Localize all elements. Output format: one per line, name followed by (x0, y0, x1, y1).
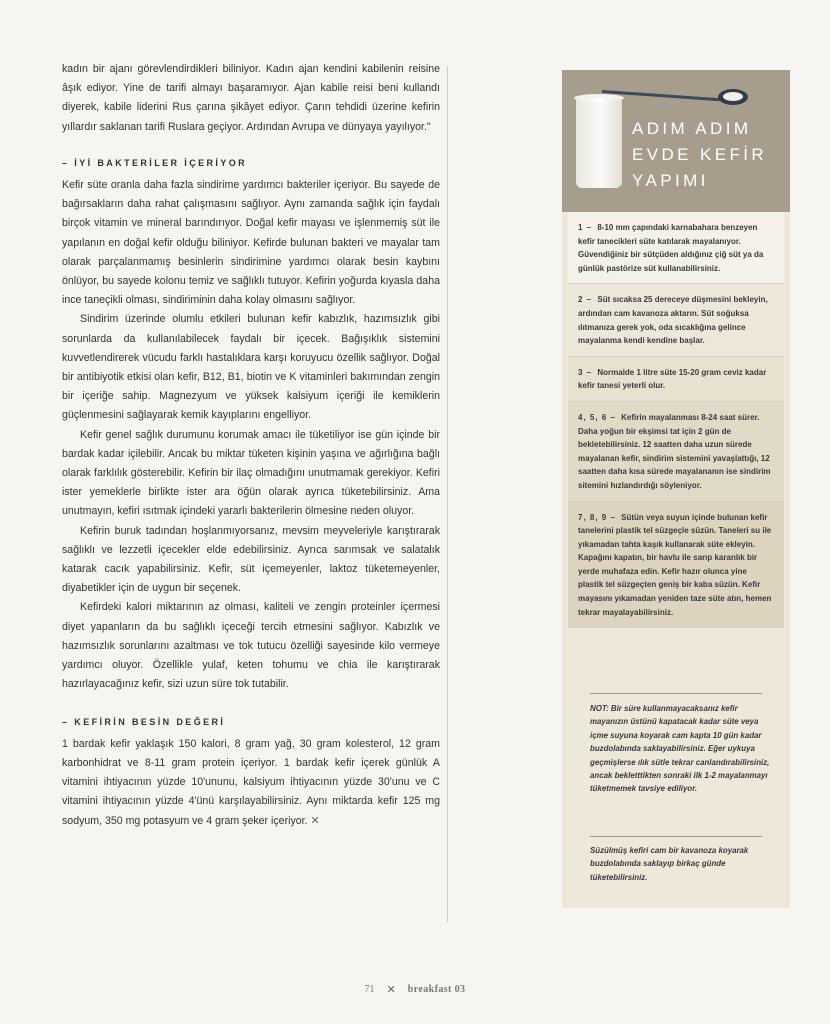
step-number: 7, 8, 9 – (578, 512, 616, 522)
storage-tip: Süzülmüş kefiri cam bir kavanoza koyarak buzdolabında saklayıp birkaç günde tüketebilirsiniz. (590, 846, 749, 882)
step-number: 3 – (578, 367, 593, 377)
step-number: 2 – (578, 295, 593, 305)
step-text: Süt sıcaksa 25 dereceye düşmesini bekleyin, ardından cam kavanoza aktarın. Süt soğuksa ılıtmanıza gerek yok, oda sıcaklığına gelince mayalanma kendi kendine başlar. (578, 295, 768, 346)
note-divider-bottom (590, 836, 762, 837)
recipe-step (568, 357, 784, 402)
recipe-steps (568, 212, 784, 628)
storage-note: NOT: Bir süre kullanmayacaksanız kefir mayanızın üstünü kapatacak kadar süte veya içme suyuna koyarak cam kapta 10 gün kadar buzdolabında saklayabilirsiniz. Eğer uykuya geçmişlerse ılık sütle tekrar canlandırabilirsiniz, ancak bekletttikten sonraki ilk 1-2 mayalanmayı tüketmemek tavsiye ediliyor. (590, 704, 770, 794)
end-mark-icon: ✕ (310, 814, 320, 827)
step-number: 1 – (578, 223, 593, 232)
recipe-step (568, 502, 784, 629)
step-text: Normalde 1 litre süte 15-20 gram ceviz kadar kefir tanesi yeterli olur. (578, 367, 767, 391)
paragraph-flavor: Kefirin buruk tadından hoşlanmıyorsanız, mevsim meyveleriyle karıştırarak sağlıklı ve lezzetli içecekler elde edebilirsiniz. Ayrıca sarımsak ve salatalık katarak cacık yapabilirsiniz. Kefir, süt içemeyenler, laktoz tüketemeyenler, diyabetikler için de uygun bir seçenek. (62, 524, 440, 595)
intro-paragraph: kadın bir ajanı görevlendirdikleri biliniyor. Kadın ajan kendini kabilenin reisine âşık ediyor. Yine de tarifi almayı başaramıyor. Ajan kabile reisi beni kullandı diyerek, kabile liderini Rus çarına şikâyet ediyor. Çarın tehdidi üzerine kefirin yıllardır saklanan tarifi Ruslara geçiyor. Ardından Avrupa ve dünyaya yayılıyor." (62, 63, 440, 133)
step-text: 8-10 mm çapındaki karnabahara benzeyen kefir tanecikleri süte katılarak mayalanıyor. Güvendiğiniz bir sütçüden aldığınız çiğ süt ya da günlük pastörize süt kullanabilirsiniz. (578, 223, 764, 273)
recipe-step (568, 212, 784, 284)
paragraph-nutrition (62, 735, 440, 831)
page-footer (0, 983, 830, 999)
recipe-step (568, 402, 784, 502)
paragraph-bacteria: Kefir süte oranla daha fazla sindirime yardımcı bakteriler içeriyor. Bu sayede de bağırsakların daha rahat çalışmasını sağlıyor. Aynı zamanda sağlık için faydalı birçok vitamin ve mineral barındırıyor. Doğal kefir mayası ve işlenmemiş süt ile yapılanın en doğal kefir olduğu biliniyor. Kefirde bulunan bakteri ve mayalar tam olarak parçalanmamış besinlerin sindirimine yardımcı olarak besin kaybını önlüyor, bu sayede kolonu temiz ve sağlıklı tutuyor. Kefirin yoğurda kıyasla daha ince taneçikli olması, sindiriminin daha kolay olmasını sağlıyor. (62, 179, 440, 307)
separator-icon: ✕ (386, 984, 396, 996)
milk-glass-illustration (576, 98, 622, 188)
sidebar-header (562, 70, 790, 212)
recipe-sidebar (562, 70, 790, 908)
magazine-name: breakfast 03 (407, 984, 466, 995)
step-text: Kefirin mayalanması 8-24 saat sürer. Daha yoğun bir ekşimsi tat için 2 gün de bekletebilirsiniz. 12 saatten daha uzun sürede mayalanan kefir, sindirim sistemini yavaşlattığı, 12 saatten daha kısa sürede mayalananın ise sindirim sitemini hızlandırdığı söyleniyor. (578, 412, 771, 490)
paragraph-consumption: Kefir genel sağlık durumunu korumak amacı ile tüketiliyor ise gün içinde bir bardak kadar içilebilir. Ancak bu miktar tüketen kişinin yaşına ve ağırlığına bağlı olarak farklılık gösterebilir. Kefirin bir ilaç olmadığını unutmamak gerekiyor. Kefiri ister yemeklerle birlikte ister ara öğün olarak ayrıca tüketebilirsiniz. Ama unutmayın, kefiri ısıtmak içindeki yararlı bakterilerin ölmesine neden oluyor. (62, 428, 440, 518)
article-column (62, 60, 440, 831)
page-number: 71 (364, 984, 375, 995)
section-heading-good-bacteria: – İYİ BAKTERİLER İÇERİYOR (62, 157, 248, 168)
note-divider-top (590, 693, 762, 694)
sidebar-title-line-2: EVDE KEFİR (632, 145, 768, 164)
step-number: 4, 5, 6 – (578, 412, 616, 422)
recipe-step (568, 284, 784, 356)
nutrition-text: 1 bardak kefir yaklaşık 150 kalori, 8 gram yağ, 30 gram kolesterol, 12 gram karbonhidrat ve 8-11 gram protein içeriyor. 1 bardak kefir içerek günlük A vitamini ihtiyacının yüzde 10'ununu, kalsiyum ihtiyacının yüzde 30'unu ve C vitamini ihtiyacının yüzde 4'ünü karşılayabilirsiniz. Aynı miktarda kefir 125 mg sodyum, 350 mg potasyum ve 4 gram şeker içeriyor. (62, 737, 440, 827)
step-text: Sütün veya suyun içinde bulunan kefir tanelerini plastik tel süzgeçle süzün. Taneleri su ile yıkamadan tahta kaşık kullanarak süte ekleyin. Kapağını kapatın, bir havlu ile sarıp karanlık bir yerde muhafaza edin. Kefir hazır olunca yine plastik tel süzgeçten geniş bir kaba süzün. Kefir mayasını yıkamadan yeniden taze süte atın, hemen tekrar mayalayabilirsiniz. (578, 512, 772, 617)
paragraph-diet: Kefirdeki kalori miktarının az olması, kaliteli ve zengin proteinler içermesi diyet yapanların da bu sağlıklı içeceği tercih etmesini sağlıyor. Kabızlık ve hazımsızlık sorunlarını azaltması ve tok tutucu özelliği sayesinde kilo vermeye yardımcı oluyor. Özellikle yulaf, keten tohumu ve chia ile karıştırarak hazırlayacağınız kefir, sizi uzun süre tok tutabilir. (62, 601, 440, 691)
sidebar-title-line-1: ADIM ADIM (632, 119, 752, 138)
sidebar-title (632, 116, 782, 194)
spoon-milk-illustration (723, 92, 743, 101)
paragraph-digestion: Sindirim üzerinde olumlu etkileri bulunan kefir kabızlık, hazımsızlık gibi sorunlarda da kullanılabilecek faydalı bir içecek. Bağışıklık sistemini kuvvetlendirerek vücudu farklı hastalıklara karşı koruyucu özellik sağlıyor. Doğal bir antibiyotik etkisi olan kefir, B12, B1, biotin ve K vitaminleri bakımından zengin bir içeriğe sahip. Magnezyum ve yüksek kalsiyum içeriği ile kemiklerin güçlenmesini sağlayarak kemik kayıplarını engelliyor. (62, 313, 440, 422)
sidebar-title-line-3: YAPIMI (632, 171, 709, 190)
column-divider (447, 66, 448, 922)
section-heading-nutrition: – KEFİRİN BESİN DEĞERİ (62, 716, 226, 727)
